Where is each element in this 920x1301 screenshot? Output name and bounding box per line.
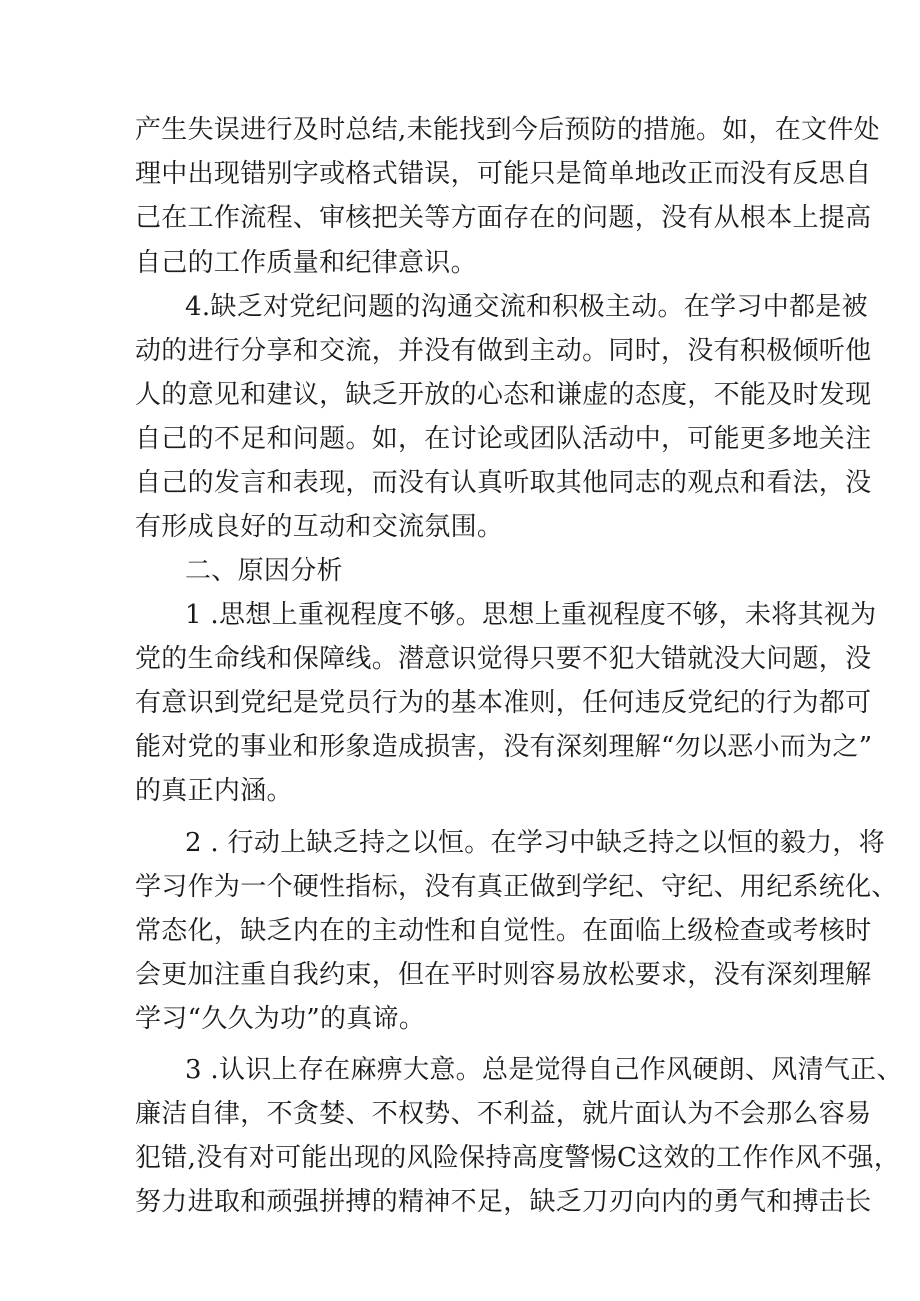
text-line: 有意识到党纪是党员行为的基本准则，任何违反党纪的行为都可 — [135, 688, 872, 718]
paragraph-2-heading: 2 . 行动上缺乏持之以恒。在学习中缺乏持之以恒的毅力，将 — [185, 828, 886, 858]
text-line: 自己的工作质量和纪律意识。 — [135, 248, 477, 278]
text-line: 会更加注重自我约束，但在平时则容易放松要求，没有深刻理解 — [135, 960, 872, 990]
text-line: 能对党的事业和形象造成损害，没有深刻理解“勿以恶小而为之” — [135, 732, 873, 762]
text-line: 常态化，缺乏内在的主动性和自觉性。在面临上级检查或考核时 — [135, 916, 872, 946]
text-line: 己在工作流程、审核把关等方面存在的问题，没有从根本上提高 — [135, 203, 872, 233]
text-line: 的真正内涵。 — [135, 776, 293, 806]
text-line: 犯错,没有对可能出现的风险保持高度警惕C这效的工作作风不强， — [135, 1143, 901, 1173]
text-line: 理中出现错别字或格式错误，可能只是简单地改正而没有反思自 — [135, 159, 872, 189]
text-line: 动的进行分享和交流，并没有做到主动。同时，没有积极倾听他 — [135, 336, 872, 366]
paragraph-4-heading: 4.缺乏对党纪问题的沟通交流和积极主动。在学习中都是被 — [185, 292, 868, 322]
paragraph-1-heading: 1 .思想上重视程度不够。思想上重视程度不够，未将其视为 — [185, 600, 877, 630]
paragraph-3-heading: 3 .认识上存在麻痹大意。总是觉得自己作风硬朗、风清气正、 — [185, 1055, 903, 1085]
text-line: 党的生命线和保障线。潜意识觉得只要不犯大错就没大问题，没 — [135, 644, 872, 674]
text-line: 产生失误进行及时总结,未能找到今后预防的措施。如，在文件处 — [135, 115, 880, 145]
text-line: 自己的发言和表现，而没有认真听取其他同志的观点和看法，没 — [135, 468, 872, 498]
text-line: 努力进取和顽强拼搏的精神不足，缺乏刀刃向内的勇气和搏击长 — [135, 1187, 872, 1217]
section-heading: 二、原因分析 — [185, 556, 343, 586]
text-line: 学习“久久为功”的真谛。 — [135, 1004, 426, 1034]
text-line: 自己的不足和问题。如，在讨论或团队活动中，可能更多地关注 — [135, 424, 872, 454]
text-line: 人的意见和建议，缺乏开放的心态和谦虚的态度，不能及时发现 — [135, 380, 872, 410]
text-line: 廉洁自律，不贪婪、不权势、不利益，就片面认为不会那么容易 — [135, 1099, 872, 1129]
text-line: 学习作为一个硬性指标，没有真正做到学纪、守纪、用纪系统化、 — [135, 872, 898, 902]
text-line: 有形成良好的互动和交流氛围。 — [135, 512, 504, 542]
